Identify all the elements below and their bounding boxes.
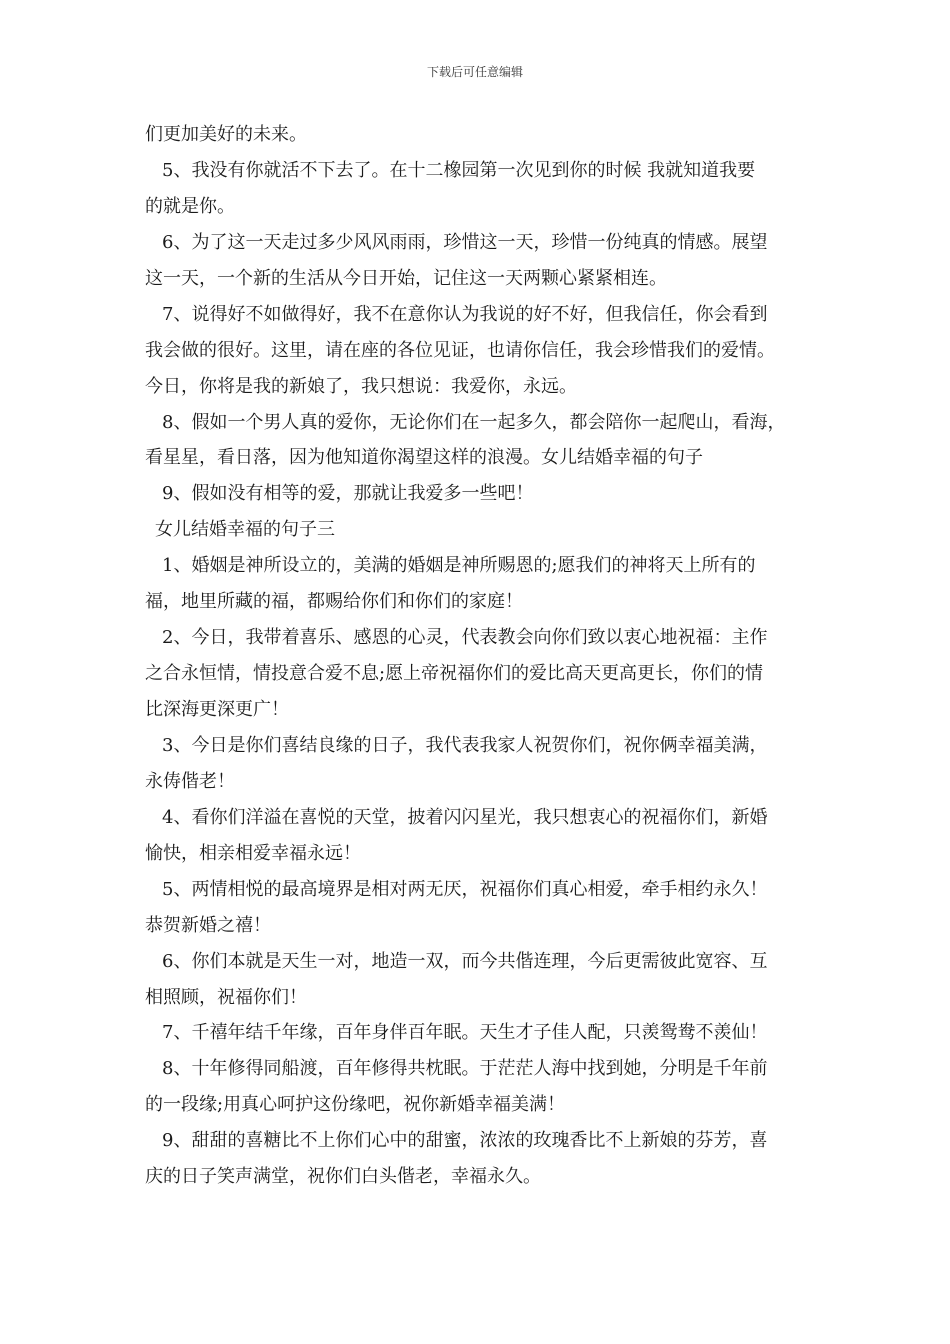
text-line: 之合永恒情，情投意合爱不息;愿上帝祝福你们的爱比高天更高更长，你们的情 xyxy=(145,663,764,685)
text-line: 6、你们本就是天生一对，地造一双，而今共偕连理，今后更需彼此宽容、互 xyxy=(162,950,768,972)
page-header: 下载后可任意编辑 xyxy=(426,65,523,79)
text-line: 8、十年修得同船渡，百年修得共枕眠。于茫茫人海中找到她，分明是千年前 xyxy=(162,1058,768,1080)
text-line: 2、今日，我带着喜乐、感恩的心灵，代表教会向你们致以衷心地祝福：主作 xyxy=(162,627,768,649)
text-line: 的一段缘;用真心呵护这份缘吧，祝你新婚幸福美满！ xyxy=(145,1094,566,1116)
text-line: 看星星，看日落，因为他知道你渴望这样的浪漫。女儿结婚幸福的句子 xyxy=(145,447,703,469)
text-line: 的就是你。 xyxy=(145,195,235,217)
text-line: 7、千禧年结千年缘，百年身伴百年眠。天生才子佳人配，只羡鸳鸯不羡仙！ xyxy=(162,1022,768,1044)
text-line: 永俦偕老！ xyxy=(145,770,235,792)
section-heading: 女儿结婚幸福的句子三 xyxy=(155,519,335,541)
text-line: 7、说得好不如做得好，我不在意你认为我说的好不好，但我信任，你会看到 xyxy=(162,303,768,325)
text-line: 恭贺新婚之禧！ xyxy=(145,914,271,936)
text-line: 3、今日是你们喜结良缘的日子，我代表我家人祝贺你们，祝你俩幸福美满， xyxy=(162,734,768,756)
text-line: 5、我没有你就活不下去了。在十二橡园第一次见到你的时候 我就知道我要 xyxy=(162,159,756,181)
text-line: 福，地里所藏的福，都赐给你们和你们的家庭！ xyxy=(145,591,523,613)
text-line: 5、两情相悦的最高境界是相对两无厌，祝福你们真心相爱，牵手相约永久！ xyxy=(162,878,768,900)
text-line: 8、假如一个男人真的爱你，无论你们在一起多久，都会陪你一起爬山，看海， xyxy=(162,411,786,433)
text-line: 们更加美好的未来。 xyxy=(145,124,307,145)
text-line: 比深海更深更广！ xyxy=(145,699,289,720)
text-line: 这一天，一个新的生活从今日开始，记住这一天两颗心紧紧相连。 xyxy=(145,267,667,289)
text-line: 6、为了这一天走过多少风风雨雨，珍惜这一天，珍惜一份纯真的情感。展望 xyxy=(162,231,768,253)
text-line: 今日，你将是我的新娘了，我只想说：我爱你，永远。 xyxy=(145,375,577,397)
text-line: 我会做的很好。这里，请在座的各位见证，也请你信任，我会珍惜我们的爱情。 xyxy=(145,339,775,361)
text-line: 9、假如没有相等的爱，那就让我爱多一些吧！ xyxy=(162,483,534,505)
text-line: 4、看你们洋溢在喜悦的天堂，披着闪闪星光，我只想衷心的祝福你们，新婚 xyxy=(162,806,768,828)
text-line: 1、婚姻是神所设立的，美满的婚姻是神所赐恩的;愿我们的神将天上所有的 xyxy=(162,555,756,577)
text-line: 相照顾，祝福你们！ xyxy=(145,986,307,1008)
text-line: 庆的日子笑声满堂，祝你们白头偕老，幸福永久。 xyxy=(145,1166,541,1188)
text-line: 愉快，相亲相爱幸福永远！ xyxy=(145,842,361,864)
document-body xyxy=(145,117,810,1195)
text-line: 9、甜甜的喜糖比不上你们心中的甜蜜，浓浓的玫瑰香比不上新娘的芬芳，喜 xyxy=(162,1130,768,1152)
